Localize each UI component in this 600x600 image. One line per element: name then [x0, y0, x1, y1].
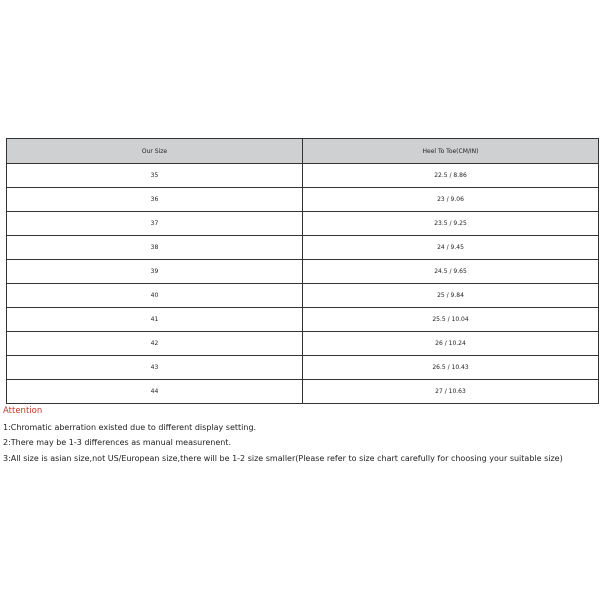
table-header-row — [7, 139, 599, 164]
table-row — [7, 308, 599, 332]
size-cell: 36 — [7, 188, 303, 212]
table-row — [7, 236, 599, 260]
size-cell: 43 — [7, 356, 303, 380]
size-cell: 44 — [7, 380, 303, 404]
length-cell: 23.5 / 9.25 — [303, 212, 599, 236]
size-cell: 35 — [7, 164, 303, 188]
table-row — [7, 356, 599, 380]
length-cell: 25 / 9.84 — [303, 284, 599, 308]
note-item: 1:Chromatic aberration existed due to different display setting. — [3, 423, 257, 432]
length-cell: 27 / 10.63 — [303, 380, 599, 404]
table-row — [7, 260, 599, 284]
table-row — [7, 164, 599, 188]
table-row — [7, 188, 599, 212]
length-cell: 26.5 / 10.43 — [303, 356, 599, 380]
length-cell: 26 / 10.24 — [303, 332, 599, 356]
size-cell: 38 — [7, 236, 303, 260]
size-cell: 41 — [7, 308, 303, 332]
size-cell: 37 — [7, 212, 303, 236]
note-item: 3:All size is asian size,not US/European size,there will be 1-2 size smaller(Please refer to size chart carefully for choosing your suitable size) — [3, 454, 563, 463]
header-our-size: Our Size — [7, 139, 303, 164]
header-heel-to-toe: Heel To Toe(CM/IN) — [303, 139, 599, 164]
size-chart-table — [6, 138, 599, 404]
table-row — [7, 284, 599, 308]
size-cell: 39 — [7, 260, 303, 284]
table-row — [7, 332, 599, 356]
length-cell: 24 / 9.45 — [303, 236, 599, 260]
length-cell: 25.5 / 10.04 — [303, 308, 599, 332]
table-row — [7, 212, 599, 236]
note-item: 2:There may be 1-3 differences as manual measurenent. — [3, 438, 231, 447]
length-cell: 23 / 9.06 — [303, 188, 599, 212]
size-cell: 40 — [7, 284, 303, 308]
attention-heading: Attention — [3, 406, 43, 416]
length-cell: 22.5 / 8.86 — [303, 164, 599, 188]
table-row — [7, 380, 599, 404]
length-cell: 24.5 / 9.65 — [303, 260, 599, 284]
size-cell: 42 — [7, 332, 303, 356]
